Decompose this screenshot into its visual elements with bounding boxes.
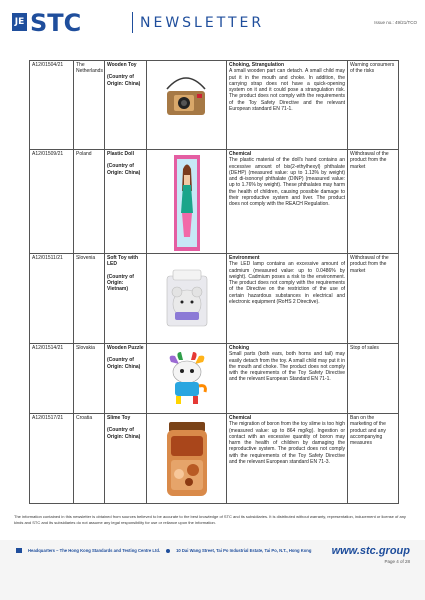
- website-link[interactable]: www.stc.group: [331, 545, 410, 557]
- product-image-slime-toy: [147, 414, 227, 504]
- risk-type: Choking: [229, 345, 249, 351]
- product-cell: [105, 150, 147, 254]
- product-cell: [105, 61, 147, 150]
- table-row: [30, 150, 399, 254]
- product-cell: [105, 254, 147, 344]
- logo-divider: [132, 12, 133, 33]
- table-row: [30, 61, 399, 150]
- product-origin: (Country of Origin: China): [107, 74, 141, 87]
- risk-description: Small parts (both ears, both horns and tail) may easily detach from the toy. A small child may put it in the mouth and choke. The product does not comply with the requirements of the Toy Safety Directive and the relevant European Standard EN 71-1.: [229, 351, 345, 383]
- risk-type: Choking, Strangulation: [229, 62, 284, 68]
- stc-logo-text: STC: [30, 9, 82, 37]
- ref-cell: A12/01514/21: [30, 344, 74, 414]
- country-cell: Croatia: [74, 414, 105, 504]
- measure-cell: Withdrawal of the product from the market: [348, 150, 399, 254]
- product-origin: (Country of Origin: China): [107, 357, 141, 370]
- product-image-wooden-toy: [147, 61, 227, 150]
- product-cell: [105, 344, 147, 414]
- recall-table: [29, 60, 399, 504]
- page-number: Page 4 of 28: [384, 559, 410, 564]
- product-origin: (Country of Origin: Vietnam): [107, 273, 134, 293]
- header: [0, 0, 425, 44]
- ref-cell: A12/01517/21: [30, 414, 74, 504]
- product-name: Soft Toy with LED: [107, 255, 139, 268]
- ref-cell: A12/01511/21: [30, 254, 74, 344]
- disclaimer-text: The information contained in this newsletter is obtained from sources believed to be accurate to the best knowledge of STC and its subsidiaries. It is distributed without warranty, representation, inducement or license of any kinds and STC and its subsidiaries do not assume any legal responsibility for use or reliance upon the information.: [14, 514, 406, 525]
- table-row: [30, 414, 399, 504]
- ref-cell: A12/01509/21: [30, 150, 74, 254]
- description-cell: [227, 254, 348, 344]
- building-icon: [16, 548, 22, 553]
- product-image-soft-toy: [147, 254, 227, 344]
- headquarters-label: Headquarters – The Hong Kong Standards and Testing Centre Ltd.: [28, 548, 161, 553]
- product-name: Wooden Puzzle: [107, 345, 144, 351]
- table-row: [30, 344, 399, 414]
- headquarters-address: 10 Dai Wang Street, Tai Po Industrial Estate, Tai Po, N.T., Hong Kong: [176, 548, 312, 553]
- product-origin: (Country of Origin: China): [107, 163, 141, 176]
- product-origin: (Country of Origin: China): [107, 427, 141, 440]
- country-cell: Slovenia: [74, 254, 105, 344]
- risk-type: Chemical: [229, 415, 252, 421]
- risk-type: Environment: [229, 255, 260, 261]
- risk-description: The LED lamp contains an excessive amount of cadmium (measured value: up to 0.0486% by weight). Cadmium poses a risk to the environment. The product does not comply with the requirements of the Directive on the restriction of the use of certain hazardous substances in electrical and electronic equipment (RoHS 2 Directive).: [229, 261, 345, 306]
- country-cell: Slovakia: [74, 344, 105, 414]
- product-name: Wooden Toy: [107, 62, 137, 68]
- measure-cell: Warning consumers of the risks: [348, 61, 399, 150]
- stc-logo-mark: JE: [12, 13, 27, 31]
- issue-number: Issue no.: 49/21/TCO: [374, 20, 417, 25]
- measure-cell: Ban on the marketing of the product and any accompanying measures: [348, 414, 399, 504]
- newsletter-title: NEWSLETTER: [140, 15, 265, 31]
- risk-description: The migration of boron from the toy slime is too high (measured value: up to 864 mg/kg). Ingestion or contact with an excessive quantity of boron may harm the health of children by damaging the reproductive system. The product does not comply with the requirements of the Toy Safety Directive and the relevant European standard EN 71-3.: [229, 421, 345, 466]
- location-pin-icon: [166, 549, 170, 553]
- footer-headquarters: [16, 548, 311, 553]
- country-cell: Poland: [74, 150, 105, 254]
- product-name: Slime Toy: [107, 415, 131, 421]
- description-cell: [227, 150, 348, 254]
- risk-description: A small wooden part can detach. A small child may put it in the mouth and choke. In addition, the carrying strap does not have a quick-opening system on it and it could pose a strangulation risk. The product does not comply with the requirements of the Toy Safety Directive and the relevant European standard EN 71-1.: [229, 68, 345, 113]
- description-cell: [227, 344, 348, 414]
- product-cell: [105, 414, 147, 504]
- product-image-plastic-doll: [147, 150, 227, 254]
- description-cell: [227, 414, 348, 504]
- product-image-wooden-puzzle: [147, 344, 227, 414]
- measure-cell: Stop of sales: [348, 344, 399, 414]
- risk-type: Chemical: [229, 151, 252, 157]
- table-row: [30, 254, 399, 344]
- risk-description: The plastic material of the doll's hand contains an excessive amount of bis(2-ethylhexyl) phthalate (DEHP) (measured value: up to 1.13% by weight) and di-isononyl phthalate (DINP) (measured value: up to 1.76% by weight). These phthalates may harm the health of children, causing possible damage to their reproductive system and liver. The product does not comply with the REACH Regulation.: [229, 157, 345, 208]
- ref-cell: A12/01504/21: [30, 61, 74, 150]
- country-cell: The Netherlands: [74, 61, 105, 150]
- description-cell: [227, 61, 348, 150]
- product-name: Plastic Doll: [107, 151, 134, 157]
- measure-cell: Withdrawal of the product from the market: [348, 254, 399, 344]
